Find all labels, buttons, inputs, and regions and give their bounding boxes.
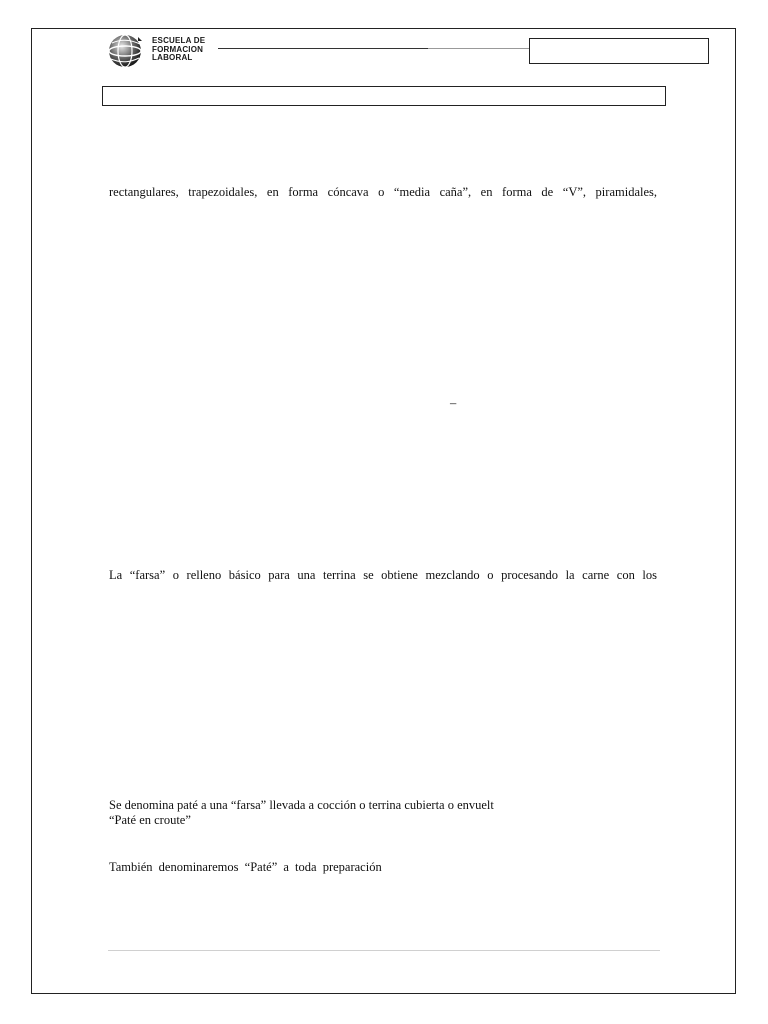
title-box [102,86,666,106]
logo-line-3: LABORAL [152,53,193,62]
paragraph-farsa: La “farsa” o relleno básico para una terrina se obtiene mezclando o procesando la carne con los [109,568,657,582]
page-border [31,28,736,994]
logo-line-1: ESCUELA DE [152,36,206,45]
paragraph-tambien: También denominaremos “Paté” a toda preparación [109,860,382,874]
paragraph-pate-en-croute: “Paté en croute” [109,813,191,827]
footer-divider [108,950,660,951]
globe-logo-icon [108,33,144,69]
stray-dash: – [450,396,457,410]
logo-wordmark [152,37,205,63]
logo-line-2: FORMACION [152,44,204,54]
paragraph-pate-definition: Se denomina paté a una “farsa” llevada a cocción o terrina cubierta o envuelt [109,798,494,812]
header-divider-light [428,48,529,49]
header-info-box [529,38,709,64]
paragraph-shapes: rectangulares, trapezoidales, en forma cóncava o “media caña”, en forma de “V”, piramidales, [109,185,657,199]
school-logo [108,33,228,69]
